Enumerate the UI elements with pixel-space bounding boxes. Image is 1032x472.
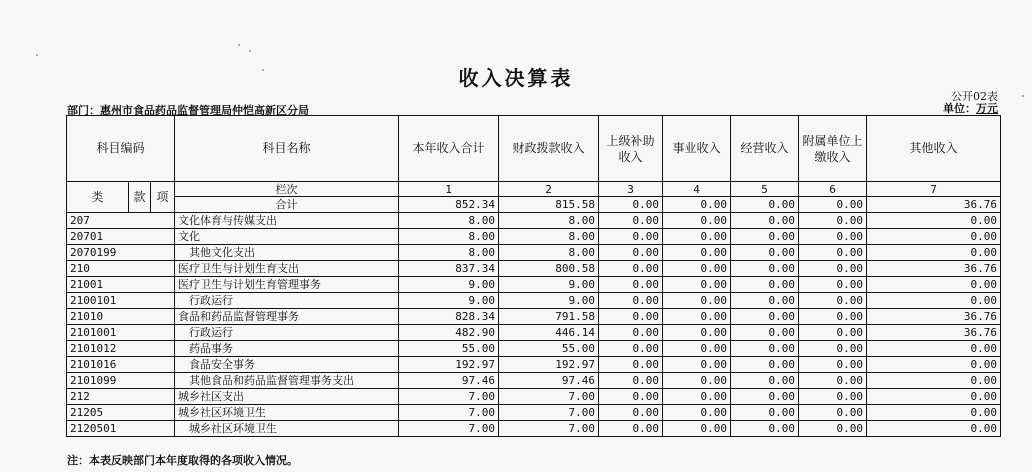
subject-code: 210 (67, 261, 175, 277)
amount-cell: 7.00 (499, 389, 599, 405)
table-row (67, 245, 1001, 261)
column-number-row (67, 182, 1001, 197)
amount-cell: 0.00 (599, 373, 663, 389)
amount-cell: 0.00 (599, 357, 663, 373)
scan-speck (238, 44, 240, 46)
amount-cell: 192.97 (399, 357, 499, 373)
amount-cell: 0.00 (599, 405, 663, 421)
table-row (67, 405, 1001, 421)
amount-cell: 0.00 (867, 389, 1001, 405)
subject-code: 207 (67, 213, 175, 229)
amount-cell: 0.00 (731, 357, 799, 373)
subject-code: 2101016 (67, 357, 175, 373)
subject-code: 2100101 (67, 293, 175, 309)
amount-cell: 0.00 (799, 261, 867, 277)
amount-cell: 0.00 (599, 309, 663, 325)
total-value: 0.00 (599, 197, 663, 213)
subject-name: 文化体育与传媒支出 (175, 213, 399, 229)
total-value: 0.00 (731, 197, 799, 213)
subject-name: 食品安全事务 (175, 357, 399, 373)
subject-code: 21205 (67, 405, 175, 421)
table-row (67, 213, 1001, 229)
table-row (67, 309, 1001, 325)
amount-cell: 0.00 (867, 293, 1001, 309)
amount-cell: 8.00 (399, 229, 499, 245)
amount-cell: 0.00 (599, 245, 663, 261)
column-number-1: 1 (399, 182, 499, 197)
amount-cell: 55.00 (399, 341, 499, 357)
column-number-5: 5 (731, 182, 799, 197)
header-name: 科目名称 (175, 116, 399, 182)
amount-cell: 8.00 (399, 213, 499, 229)
header-career: 事业收入 (663, 116, 731, 182)
scan-speck (1022, 95, 1024, 97)
subject-code: 21001 (67, 277, 175, 293)
table-row (67, 341, 1001, 357)
amount-cell: 0.00 (799, 357, 867, 373)
header-xiang: 项 (151, 182, 175, 213)
department-value: 惠州市食品药品监督管理局仲恺高新区分局 (100, 104, 309, 117)
amount-cell: 55.00 (499, 341, 599, 357)
subject-name: 药品事务 (175, 341, 399, 357)
header-affiliated (799, 116, 867, 182)
amount-cell: 446.14 (499, 325, 599, 341)
subject-name: 医疗卫生与计划生育支出 (175, 261, 399, 277)
amount-cell: 0.00 (799, 341, 867, 357)
amount-cell: 0.00 (731, 405, 799, 421)
amount-cell: 36.76 (867, 325, 1001, 341)
amount-cell: 7.00 (399, 405, 499, 421)
subject-name: 行政运行 (175, 293, 399, 309)
total-value: 852.34 (399, 197, 499, 213)
header-subsidy-text: 上级补助收入 (606, 133, 655, 164)
table-body (67, 182, 1001, 437)
amount-cell: 0.00 (799, 293, 867, 309)
subject-code: 2101099 (67, 373, 175, 389)
amount-cell: 0.00 (663, 261, 731, 277)
amount-cell: 0.00 (867, 405, 1001, 421)
amount-cell: 482.90 (399, 325, 499, 341)
amount-cell: 0.00 (599, 421, 663, 437)
amount-cell: 0.00 (731, 293, 799, 309)
subject-code: 2101012 (67, 341, 175, 357)
header-lei: 类 (67, 182, 129, 213)
table-row (67, 325, 1001, 341)
unit-label (943, 100, 998, 116)
subject-name: 其他文化支出 (175, 245, 399, 261)
amount-cell: 828.34 (399, 309, 499, 325)
column-number-3: 3 (599, 182, 663, 197)
amount-cell: 0.00 (731, 389, 799, 405)
subject-name: 其他食品和药品监督管理事务支出 (175, 373, 399, 389)
amount-cell: 7.00 (499, 405, 599, 421)
footnote: 注：本表反映部门本年度取得的各项收入情况。 (67, 454, 298, 467)
amount-cell: 9.00 (399, 277, 499, 293)
amount-cell: 8.00 (499, 245, 599, 261)
amount-cell: 0.00 (663, 341, 731, 357)
amount-cell: 800.58 (499, 261, 599, 277)
amount-cell: 791.58 (499, 309, 599, 325)
column-number-label: 栏次 (175, 182, 399, 197)
amount-cell: 0.00 (731, 325, 799, 341)
amount-cell: 0.00 (799, 421, 867, 437)
amount-cell: 0.00 (867, 213, 1001, 229)
amount-cell: 0.00 (799, 277, 867, 293)
unit-value: 万元 (976, 102, 998, 115)
amount-cell: 0.00 (663, 309, 731, 325)
subject-name: 行政运行 (175, 325, 399, 341)
header-fiscal: 财政拨款收入 (499, 116, 599, 182)
department-label-text: 部门： (67, 104, 100, 117)
amount-cell: 8.00 (399, 245, 499, 261)
amount-cell: 0.00 (599, 325, 663, 341)
scan-speck (249, 50, 251, 52)
amount-cell: 0.00 (799, 373, 867, 389)
amount-cell: 0.00 (867, 421, 1001, 437)
header-code: 科目编码 (67, 116, 175, 182)
amount-cell: 0.00 (599, 389, 663, 405)
amount-cell: 0.00 (663, 405, 731, 421)
amount-cell: 9.00 (499, 293, 599, 309)
table-row (67, 373, 1001, 389)
total-value: 36.76 (867, 197, 1001, 213)
column-number-4: 4 (663, 182, 731, 197)
subject-name: 城乡社区环境卫生 (175, 421, 399, 437)
subject-code: 21010 (67, 309, 175, 325)
amount-cell: 7.00 (399, 389, 499, 405)
column-number-7: 7 (867, 182, 1001, 197)
total-value: 0.00 (663, 197, 731, 213)
amount-cell: 36.76 (867, 261, 1001, 277)
amount-cell: 7.00 (399, 421, 499, 437)
amount-cell: 0.00 (731, 277, 799, 293)
amount-cell: 0.00 (867, 357, 1001, 373)
total-row (67, 197, 1001, 213)
amount-cell: 0.00 (731, 373, 799, 389)
amount-cell: 0.00 (799, 213, 867, 229)
amount-cell: 0.00 (731, 229, 799, 245)
total-value: 0.00 (799, 197, 867, 213)
amount-cell: 0.00 (799, 389, 867, 405)
amount-cell: 0.00 (731, 213, 799, 229)
table-row (67, 421, 1001, 437)
header-other: 其他收入 (867, 116, 1001, 182)
amount-cell: 0.00 (663, 213, 731, 229)
header-subsidy (599, 116, 663, 182)
subject-name: 城乡社区环境卫生 (175, 405, 399, 421)
subject-name: 城乡社区支出 (175, 389, 399, 405)
amount-cell: 0.00 (663, 277, 731, 293)
amount-cell: 0.00 (663, 421, 731, 437)
amount-cell: 837.34 (399, 261, 499, 277)
header-affiliated-text: 附属单位上缴收入 (802, 133, 863, 164)
amount-cell: 0.00 (867, 341, 1001, 357)
amount-cell: 0.00 (799, 229, 867, 245)
amount-cell: 0.00 (799, 245, 867, 261)
amount-cell: 9.00 (399, 293, 499, 309)
amount-cell: 7.00 (499, 421, 599, 437)
amount-cell: 97.46 (499, 373, 599, 389)
amount-cell: 0.00 (599, 213, 663, 229)
amount-cell: 0.00 (663, 357, 731, 373)
table-row (67, 293, 1001, 309)
amount-cell: 0.00 (599, 277, 663, 293)
amount-cell: 0.00 (731, 261, 799, 277)
amount-cell: 97.46 (399, 373, 499, 389)
header-operating: 经营收入 (731, 116, 799, 182)
amount-cell: 8.00 (499, 229, 599, 245)
amount-cell: 0.00 (867, 373, 1001, 389)
amount-cell: 0.00 (731, 245, 799, 261)
amount-cell: 0.00 (731, 421, 799, 437)
subject-code: 212 (67, 389, 175, 405)
amount-cell: 0.00 (731, 341, 799, 357)
amount-cell: 0.00 (663, 245, 731, 261)
amount-cell: 0.00 (867, 245, 1001, 261)
amount-cell: 0.00 (663, 373, 731, 389)
amount-cell: 0.00 (599, 261, 663, 277)
page-title: 收入决算表 (458, 66, 574, 90)
amount-cell: 0.00 (599, 229, 663, 245)
table-row (67, 229, 1001, 245)
amount-cell: 0.00 (599, 341, 663, 357)
amount-cell: 36.76 (867, 309, 1001, 325)
amount-cell: 0.00 (663, 325, 731, 341)
scan-speck (36, 54, 38, 56)
subject-name: 食品和药品监督管理事务 (175, 309, 399, 325)
amount-cell: 0.00 (867, 229, 1001, 245)
subject-code: 20701 (67, 229, 175, 245)
subject-code: 2101001 (67, 325, 175, 341)
total-value: 815.58 (499, 197, 599, 213)
subject-name: 文化 (175, 229, 399, 245)
amount-cell: 0.00 (799, 309, 867, 325)
total-label: 合计 (175, 197, 399, 213)
table-row (67, 277, 1001, 293)
amount-cell: 0.00 (799, 405, 867, 421)
table-row (67, 357, 1001, 373)
amount-cell: 0.00 (663, 389, 731, 405)
amount-cell: 0.00 (599, 293, 663, 309)
table-row (67, 261, 1001, 277)
amount-cell: 0.00 (867, 277, 1001, 293)
header-total: 本年收入合计 (399, 116, 499, 182)
amount-cell: 0.00 (663, 293, 731, 309)
table-row (67, 389, 1001, 405)
amount-cell: 8.00 (499, 213, 599, 229)
amount-cell: 192.97 (499, 357, 599, 373)
unit-label-text: 单位： (943, 102, 976, 115)
amount-cell: 0.00 (731, 309, 799, 325)
subject-code: 2120501 (67, 421, 175, 437)
amount-cell: 0.00 (799, 325, 867, 341)
column-number-2: 2 (499, 182, 599, 197)
subject-code: 2070199 (67, 245, 175, 261)
form-code: 公开02表 (951, 90, 998, 103)
amount-cell: 9.00 (499, 277, 599, 293)
column-number-6: 6 (799, 182, 867, 197)
subject-name: 医疗卫生与计划生育管理事务 (175, 277, 399, 293)
header-kuan: 款 (129, 182, 151, 213)
amount-cell: 0.00 (663, 229, 731, 245)
income-table (66, 115, 1001, 437)
